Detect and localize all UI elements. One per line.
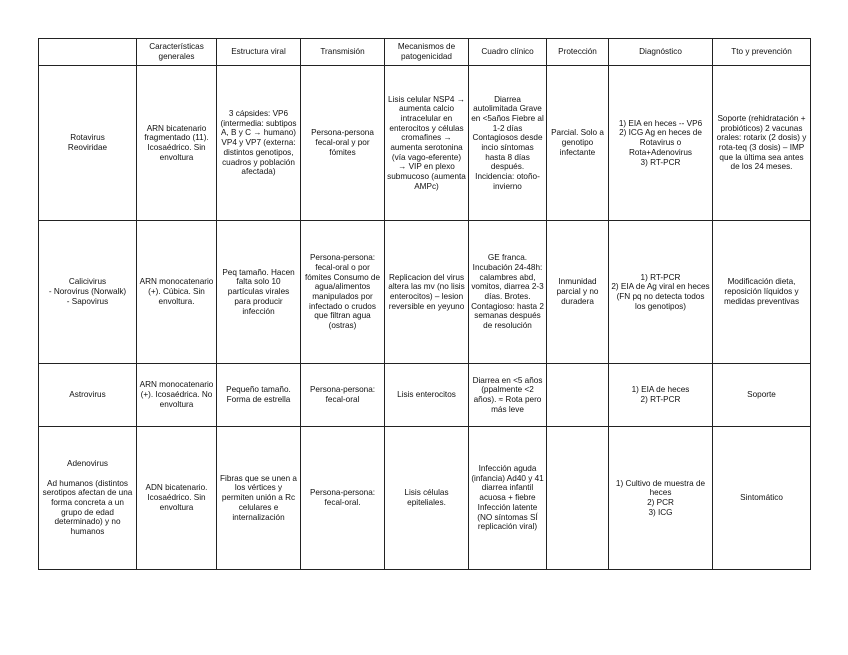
cell-cuadro: Diarrea en <5 años (ppalmente <2 años). ≈ Rota pero más leve xyxy=(469,364,547,427)
table-row-calicivirus xyxy=(39,221,811,364)
cell-proteccion xyxy=(547,364,609,427)
cell-proteccion: Parcial. Solo a genotipo infectante xyxy=(547,66,609,221)
cell-cuadro: Diarrea autolimitada Grave en <5años Fiebre al 1-2 días Contagiosos desde incio síntomas hasta 8 días después. Incidencia: otoño-invierno xyxy=(469,66,547,221)
header-row xyxy=(39,39,811,66)
cell-transmision: Persona-persona fecal-oral y por fómites xyxy=(301,66,385,221)
cell-diagnostico: 1) EIA de heces 2) RT-PCR xyxy=(609,364,713,427)
cell-proteccion: Inmunidad parcial y no duradera xyxy=(547,221,609,364)
cell-cuadro: GE franca. Incubación 24-48h: calambres abd, vomitos, diarrea 2-3 días. Brotes. Contagioso: hasta 2 semanas después de resolución xyxy=(469,221,547,364)
cell-transmision: Persona-persona: fecal-oral xyxy=(301,364,385,427)
cell-estructura: Fibras que se unen a los vértices y permiten unión a Rc celulares e internalización xyxy=(217,427,301,570)
cell-caracteristicas: ADN bicatenario. Icosaédrico. Sin envoltura xyxy=(137,427,217,570)
cell-virus: Adenovirus Ad humanos (distintos serotipos afectan de una forma concreta a un grupo de edad determinado) y no humanos xyxy=(39,427,137,570)
header-proteccion: Protección xyxy=(547,39,609,66)
cell-tto: Soporte (rehidratación + probióticos) 2 vacunas orales: rotarix (2 dosis) y rota-teq (3 dosis) – IMP que la última sea antes de los 24 meses. xyxy=(713,66,811,221)
cell-virus: Calicivirus - Norovirus (Norwalk) - Sapovirus xyxy=(39,221,137,364)
cell-proteccion xyxy=(547,427,609,570)
cell-estructura: Pequeño tamaño. Forma de estrella xyxy=(217,364,301,427)
cell-tto: Modificación dieta, reposición líquidos y medidas preventivas xyxy=(713,221,811,364)
header-empty xyxy=(39,39,137,66)
header-estructura: Estructura viral xyxy=(217,39,301,66)
cell-caracteristicas: ARN bicatenario fragmentado (11). Icosaédrico. Sin envoltura xyxy=(137,66,217,221)
cell-cuadro: Infección aguda (infancia) Ad40 y 41 diarrea infantil acuosa + fiebre Infección latente (NO síntomas SÍ replicación viral) xyxy=(469,427,547,570)
table-row-astrovirus xyxy=(39,364,811,427)
table-row-rotavirus xyxy=(39,66,811,221)
cell-estructura: Peq tamaño. Hacen falta solo 10 partículas virales para producir infección xyxy=(217,221,301,364)
cell-caracteristicas: ARN monocatenario (+). Cúbica. Sin envoltura. xyxy=(137,221,217,364)
header-cuadro: Cuadro clínico xyxy=(469,39,547,66)
header-caracteristicas: Características generales xyxy=(137,39,217,66)
header-diagnostico: Diagnóstico xyxy=(609,39,713,66)
cell-tto: Sintomático xyxy=(713,427,811,570)
cell-mecanismos: Replicacion del virus altera las mv (no lisis enterocitos) – lesion reversible en yeyuno xyxy=(385,221,469,364)
table-row-adenovirus xyxy=(39,427,811,570)
cell-transmision: Persona-persona: fecal-oral. xyxy=(301,427,385,570)
header-mecanismos: Mecanismos de patogenicidad xyxy=(385,39,469,66)
cell-diagnostico: 1) Cultivo de muestra de heces 2) PCR 3) ICG xyxy=(609,427,713,570)
cell-transmision: Persona-persona: fecal-oral o por fómites Consumo de agua/alimentos manipulados por infectado o crudos que filtran agua (ostras) xyxy=(301,221,385,364)
cell-diagnostico: 1) EIA en heces -- VP6 2) ICG Ag en heces de Rotavirus o Rota+Adenovirus 3) RT-PCR xyxy=(609,66,713,221)
cell-tto: Soporte xyxy=(713,364,811,427)
cell-virus: Rotavirus Reoviridae xyxy=(39,66,137,221)
cell-virus: Astrovirus xyxy=(39,364,137,427)
cell-diagnostico: 1) RT-PCR 2) EIA de Ag viral en heces (FN pq no detecta todos los genotipos) xyxy=(609,221,713,364)
cell-caracteristicas: ARN monocatenario (+). Icosaédrica. No envoltura xyxy=(137,364,217,427)
viral-gastroenteritis-table xyxy=(38,38,811,570)
header-tto: Tto y prevención xyxy=(713,39,811,66)
header-transmision: Transmisión xyxy=(301,39,385,66)
cell-mecanismos: Lisis enterocitos xyxy=(385,364,469,427)
cell-estructura: 3 cápsides: VP6 (intermedia: subtipos A, B y C → humano) VP4 y VP7 (externa: distintos genotipos, cuadros y población afectada) xyxy=(217,66,301,221)
cell-mecanismos: Lisis celular NSP4 → aumenta calcio intracelular en enterocitos y células cromafines → aumenta serotonina (vía vago-eferente) → VIP en plexo submucoso (aumenta AMPc) xyxy=(385,66,469,221)
cell-mecanismos: Lisis células epiteliales. xyxy=(385,427,469,570)
